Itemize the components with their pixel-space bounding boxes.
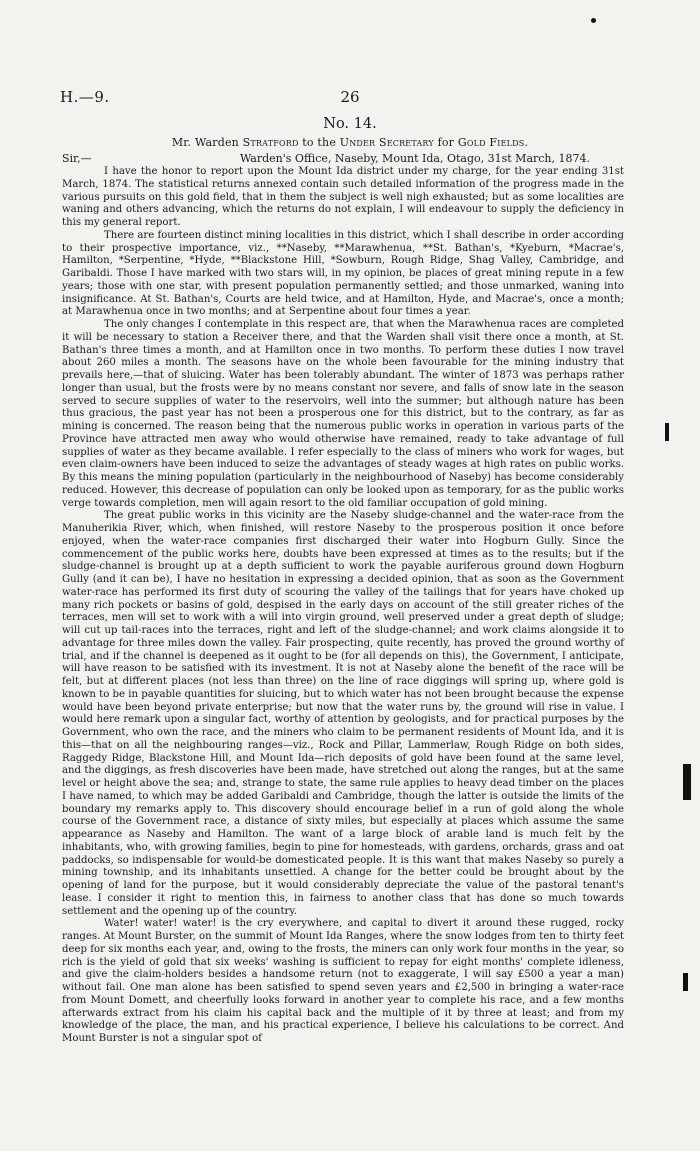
body-paragraph: I have the honor to report upon the Mount Ida district under my charge, for the year ending 31st March, 1874. The statistical returns annexed contain such detailed information of the progress made in the various pursuits on this gold field, that in them the subject is well nigh exhausted; but as some localities are waning and others advancing, which the returns do not explain, I will endeavour to supply the deficiency in this my general report. xyxy=(62,166,624,228)
margin-ink-mark xyxy=(683,973,688,991)
margin-ink-mark xyxy=(665,423,669,441)
heading-sender: Stratford xyxy=(242,136,299,149)
heading-department: Gold Fields xyxy=(457,136,525,149)
heading-text: to the xyxy=(298,136,340,149)
heading-text: for xyxy=(433,136,458,149)
document-title: No. 14. xyxy=(323,116,377,132)
letter-heading xyxy=(0,136,700,149)
body-paragraph: The only changes I contemplate in this respect are, that when the Marawhenua races are completed it will be necessary to station a Receiver there, and that the Warden shall visit there once a month, at St. Bathan's three times a month, and at Hamilton once in two months. To perform these duties I now travel about 260 miles a month. The seasons have on the whole been favourable for the mining industry that prevails here,—that of sluicing. Water has been tolerably abundant. The winter of 1873 was perhaps rather longer than usual, but the frosts were by no means constant nor severe, and falls of snow late in the season served to secure supplies of water to the reservoirs, well into the summer; but although nature has been thus gracious, the past year has not been a prosperous one for this district, but to the contrary, as far as mining is concerned. The reason being that the numerous public works in operation in various parts of the Province have attracted men away who would otherwise have remained, ready to take advantage of full supplies of water as they became available. I refer especially to the class of miners who work for wages, but even claim-owners have been induced to seize the advantages of steady wages at high rates on public works. By this means the mining population (particularly in the neighbourhood of Naseby) has become considerably reduced. However, this decrease of population can only be looked upon as temporary, for as the public works verge towards completion, men will again resort to the old familiar occupation of gold mining. xyxy=(62,319,624,509)
body-paragraph: The great public works in this vicinity are the Naseby sludge-channel and the water-race from the Manuherikia River, which, when finished, will restore Naseby to the prosperous position it once before enjoyed, when the water-race companies first discharged their water into Hogburn Gully. Since the commencement of the public works here, doubts have been expressed at times as to the results; but if the sludge-channel is brought up at a depth sufficient to work the payable auriferous ground down Hogburn Gully (and it can be), I have no hesitation in expressing a decided opinion, that as soon as the Government water-race has performed its first duty of scouring the valley of the tailings that for years have choked up many rich pockets or basins of gold, despised in the early days on account of the still greater riches of the terraces, men will set to work with a will into virgin ground, well preserved under a great depth of sludge; will cut up tail-races into the terraces, right and left of the sludge-channel; and work claims alongside it to advantage for three miles down the valley. Fair prospecting, quite recently, has proved the ground worthy of trial, and if the channel is deepened as it ought to be (for all depends on this), the Government, I anticipate, will have reason to be satisfied with its investment. It is not at Naseby alone the benefit of the race will be felt, but at different places (not less than three) on the line of race diggings will spring up, where gold is known to be in payable quantities for sluicing, but to which water has not been brought because the expense would have been beyond private enterprise; but now that the water runs by, the ground will rise in value. I would here remark upon a singular fact, worthy of attention by geologists, and for practical purposes by the Government, who own the race, and the miners who claim to be permanent residents of Mount Ida, and it is this—that on all the neighbouring ranges—viz., Rock and Pillar, Lammerlaw, Rough Ridge on both sides, Raggedy Ridge, Blackstone Hill, and Mount Ida—rich deposits of gold have been found at the same level, and the diggings, as fresh discoveries have been made, have stretched out along the ranges, but at the same level or height above the sea; and, strange to state, the same rule applies to heavy dead timber on the places I have named, to which may be added Garibaldi and Cambridge, though the latter is outside the limits of the boundary my remarks apply to. This discovery should encourage belief in a run of gold along the whole course of the Government race, a distance of sixty miles, but especially at places which assume the same appearance as Naseby and Hamilton. The want of a large block of arable land is much felt by the inhabitants, who, with growing families, begin to pine for homesteads, with gardens, orchards, grass and oat paddocks, so indispensable for would-be domesticated people. It is this want that makes Naseby so purely a mining township, and its inhabitants unsettled. A change for the better could be brought about by the opening of land for the purpose, but it would considerably depreciate the value of the pastoral tenant's lease. I consider it right to mention this, in fairness to another class that has done so much towards settlement and the opening up of the country. xyxy=(62,510,624,917)
heading-text: . xyxy=(524,136,529,149)
margin-ink-mark xyxy=(683,764,691,800)
letter-body xyxy=(62,166,624,1046)
ink-dot-mark xyxy=(591,18,596,23)
page-number: 26 xyxy=(340,88,360,106)
sender-address-date: Warden's Office, Naseby, Mount Ida, Otago, 31st March, 1874. xyxy=(239,152,590,165)
document-reference: H.—9. xyxy=(60,88,110,106)
heading-text: Mr. Warden xyxy=(171,136,243,149)
body-paragraph: There are fourteen distinct mining localities in this district, which I shall describe in order according to their prospective importance, viz., **Naseby, **Marawhenua, **St. Bathan's, *Kyeburn, *Macrae's, Hamilton, *Serpentine, *Hyde, **Blackstone Hill, *Sowburn, Rough Ridge, Shag Valley, Cambridge, and Garibaldi. Those I have marked with two stars will, in my opinion, be places of great mining repute in a few years; those with one star, with present population permanently settled; and those unmarked, waning into insignificance. At St. Bathan's, Courts are held twice, and at Hamilton, Hyde, and Macrae's, once a month; at Marawhenua once in two months; and at Serpentine about four times a year. xyxy=(62,229,624,318)
body-paragraph: Water! water! water! is the cry everywhere, and capital to divert it around these rugged, rocky ranges. At Mount Burster, on the summit of Mount Ida Ranges, where the snow lodges from ten to thirty feet deep for six months each year, and, owing to the frosts, the miners can only work four months in the year, so rich is the yield of gold that six weeks' washing is sufficient to repay for eight months' complete idleness, and give the claim-holders besides a handsome return (not to exaggerate, I will say £500 a year a man) without fail. One man alone has been satisfied to spend seven years and £2,500 in bringing a water-race from Mount Domett, and cheerfully looks forward in another year to complete his race, and a few months afterwards extract from his claim his capital back and the multiple of it by three at least; and from my knowledge of the place, the man, and his practical experience, I believe his calculations to be correct. And Mount Burster is not a singular spot of xyxy=(62,918,624,1044)
heading-recipient: Under Secretary xyxy=(339,136,434,149)
salutation: Sir,— xyxy=(62,152,92,165)
